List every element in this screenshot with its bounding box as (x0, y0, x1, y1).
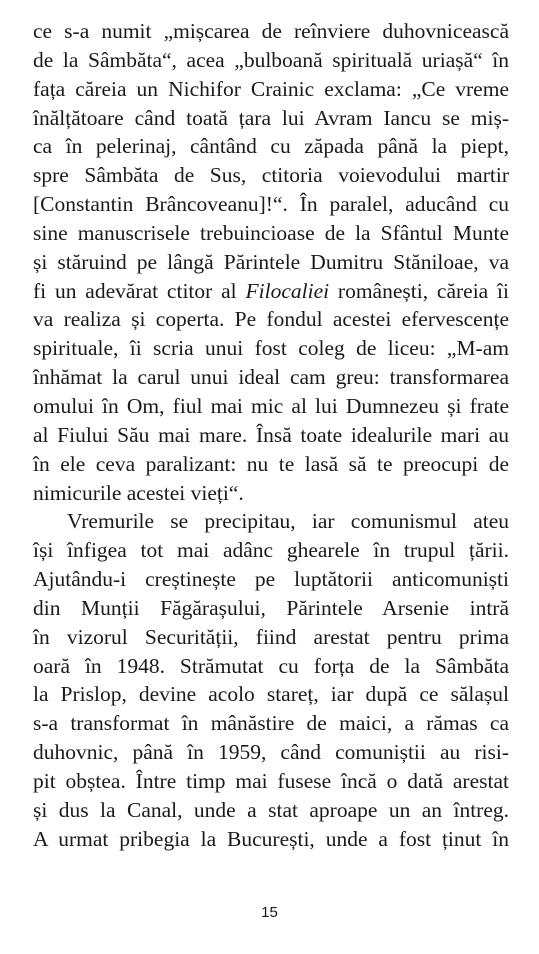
text-line: de la Sâmbăta“, acea „bulboană spirituală uriașă“ în (33, 47, 509, 72)
text-segment: românești, căreia îi (329, 278, 509, 303)
text-line: și stăruind pe lângă Părintele Dumitru Stăniloae, va (33, 249, 509, 274)
text-line: fața căreia un Nichifor Crainic exclama: „Ce vreme (33, 76, 509, 101)
text-line: omului în Om, fiul mai mic al lui Dumnezeu și frate (33, 393, 509, 418)
body-text (33, 17, 509, 853)
text-line: înhămat la carul unui ideal cam greu: transformarea (33, 365, 509, 390)
page-number: 15 (261, 904, 278, 921)
text-line: și dus la Canal, unde a stat aproape un an întreg. (33, 797, 509, 822)
text-line: la Prislop, devine acolo stareț, iar după ce sălașul (33, 682, 509, 707)
text-line: s-a transformat în mânăstire de maici, a rămas ca (33, 711, 509, 736)
text-line: în vizorul Securității, fiind arestat pentru prima (33, 624, 509, 649)
text-line: [Constantin Brâncoveanu]!“. În paralel, aducând cu (33, 192, 509, 217)
text-line: Ajutându-i creștinește pe luptătorii anticomuniști (33, 567, 509, 592)
paragraph-end-line: nimicurile acestei vieți“. (33, 480, 244, 505)
text-line: al Fiului Său mai mare. Însă toate idealurile mari au (33, 422, 509, 447)
text-line: duhovnic, până în 1959, când comuniștii au risi- (33, 740, 509, 765)
italic-book-title: Filocaliei (245, 278, 330, 303)
text-line: ce s-a numit „mișcarea de reînviere duhovnicească (33, 19, 509, 43)
text-line: oară în 1948. Strămutat cu forța de la Sâmbăta (33, 653, 509, 678)
text-line: spirituale, îi scria unui fost coleg de liceu: „M-am (33, 336, 509, 361)
text-line: A urmat pribegia la București, unde a fost ținut în (33, 826, 509, 851)
text-line: spre Sâmbăta de Sus, ctitoria voievodului martir (33, 163, 509, 188)
text-segment: fi un adevărat ctitor al (33, 278, 246, 303)
text-line: va realiza și coperta. Pe fondul acestei efervescențe (33, 307, 509, 332)
text-line: din Munții Făgărașului, Părintele Arsenie intră (33, 595, 509, 620)
text-line: ca în pelerinaj, cântând cu zăpada până la piept, (33, 134, 509, 159)
text-line-with-italic (33, 277, 509, 306)
text-line: înălțătoare când toată țara lui Avram Iancu se miș- (33, 105, 509, 130)
paragraph-start-line: Vremurile se precipitau, iar comunismul ateu (67, 509, 509, 534)
text-line: sine manuscrisele trebuincioase de la Sfântul Munte (33, 220, 509, 245)
text-line: își înfigea tot mai adânc ghearele în trupul țării. (33, 538, 509, 563)
text-line: pit obștea. Între timp mai fusese încă o dată arestat (33, 768, 509, 793)
text-line: în ele ceva paralizant: nu te lasă să te preocupi de (33, 451, 509, 476)
